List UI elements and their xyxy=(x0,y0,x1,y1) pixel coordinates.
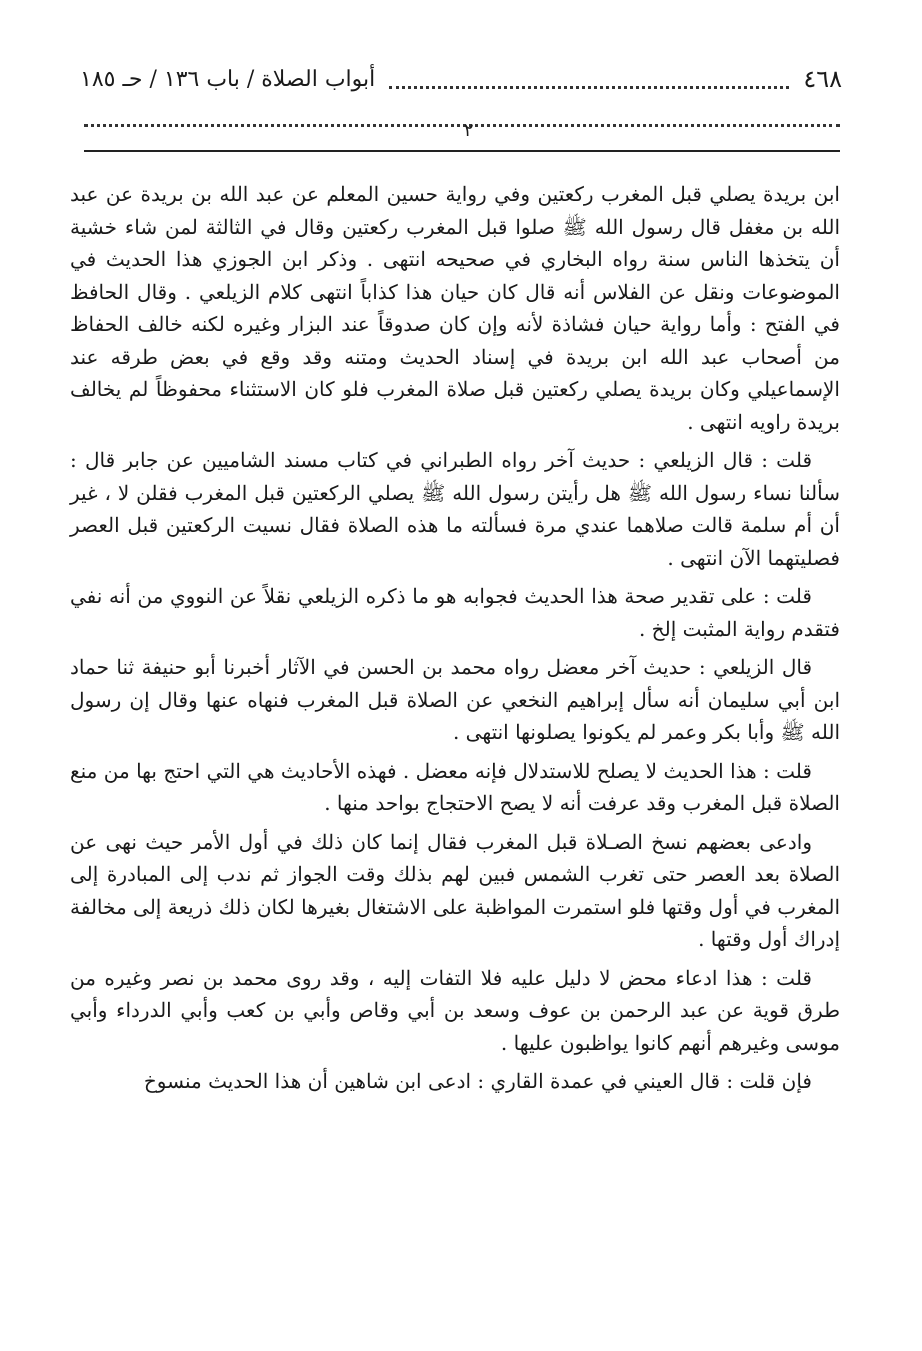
running-header xyxy=(80,62,842,96)
running-title: أبواب الصلاة / باب ١٣٦ / حـ ١٨٥ xyxy=(80,66,376,92)
paragraph-8: فإن قلت : قال العيني في عمدة القاري : ادعى ابن شاهين أن هذا الحديث منسوخ xyxy=(143,1069,812,1093)
paragraph-7: قلت : هذا ادعاء محض لا دليل عليه فلا التفات إليه ، وقد روى محمد بن نصر وغيره من طرق قوية عن عبد الرحمن بن عوف وسعد بن أبي وقاص وأبي بن كعب وأبي الدرداء وأبي موسى وغيرهم أنهم كانوا يواظبون عليها . xyxy=(70,965,840,1055)
solid-divider xyxy=(84,150,840,152)
dotted-divider xyxy=(84,124,840,127)
header-rule xyxy=(84,118,840,158)
paragraph-6: وادعى بعضهم نسخ الصـلاة قبل المغرب فقال إنما كان ذلك في أول الأمر حيث نهى عن الصلاة بعد العصر حتى تغرب الشمس فبين لهم بذلك وقت الجواز ثم ندب إلى المبادرة إلى المغرب في أول وقتها فلو استمرت المواظبة على الاشتغال بغيرها لكان ذلك ذريعة إلى مخالفة إدراك أول وقتها . xyxy=(70,829,840,951)
footnote-marker: ٢ xyxy=(464,120,474,141)
body-text xyxy=(70,178,840,1104)
header-dotted-leader xyxy=(389,86,789,89)
paragraph-4: قال الزيلعي : حديث آخر معضل رواه محمد بن الحسن في الآثار أخبرنا أبو حنيفة ثنا حماد ابن أبي سليمان أنه سأل إبراهيم النخعي عن الصلاة قبل المغرب فنهاه عنها وقال إن رسول الله ﷺ وأبا بكر وعمر لم يكونوا يصلونها انتهى . xyxy=(70,655,840,744)
page-number: ٤٦٨ xyxy=(803,65,842,93)
paragraph-2: قلت : قال الزيلعي : حديث آخر رواه الطبراني في كتاب مسند الشاميين عن جابر قال : سألنا نساء رسول الله ﷺ هل رأيتن رسول الله ﷺ يصلي الركعتين قبل المغرب فقلن لا ، غير أن أم سلمة قالت صلاهما عندي مرة فسألته ما هذه الصلاة فقال نسيت الركعتين قبل العصر فصليتهما الآن انتهى . xyxy=(70,448,840,570)
paragraph-3: قلت : على تقدير صحة هذا الحديث فجوابه هو ما ذكره الزيلعي نقلاً عن النووي من أنه نفي فتقدم رواية المثبت إلخ . xyxy=(70,584,840,641)
paragraph-5: قلت : هذا الحديث لا يصلح للاستدلال فإنه معضل . فهذه الأحاديث هي التي احتج بها من منع الصلاة قبل المغرب وقد عرفت أنه لا يصح الاحتجاج بواحد منها . xyxy=(70,758,840,815)
paragraph-1: ابن بريدة يصلي قبل المغرب ركعتين وفي رواية حسين المعلم عن عبد الله بن بريدة عن عبد الله بن مغفل قال رسول الله ﷺ صلوا قبل المغرب ركعتين وقال في الثالثة لمن شاء خشية أن يتخذها الناس سنة رواه البخاري في صحيحه انتهى . وذكر ابن الجوزي هذا الحديث في الموضوعات ونقل عن الفلاس أنه قال كان حيان هذا كذاباً انتهى كلام الزيلعي . وقال الحافظ في الفتح : وأما رواية حيان فشاذة لأنه وإن كان صدوقاً عند البزار وغيره لكنه خالف الحفاظ من أصحاب عبد الله ابن بريدة في إسناد الحديث ومتنه وقد وقع في بعض طرقه عند الإسماعيلي وكان بريدة يصلي ركعتين قبل صلاة المغرب فلو كان الاستثناء محفوظاً لم يخالف بريدة راويه انتهى . xyxy=(70,182,840,434)
